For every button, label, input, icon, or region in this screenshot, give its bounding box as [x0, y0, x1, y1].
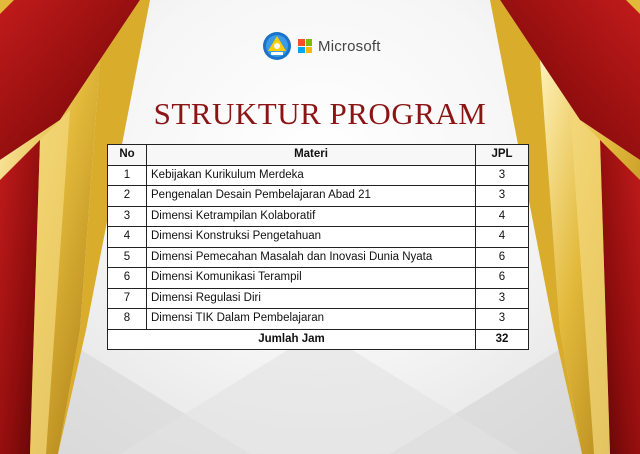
table-row	[108, 165, 529, 186]
row-jpl: 3	[476, 165, 529, 186]
row-jpl: 4	[476, 227, 529, 248]
row-materi: Dimensi Konstruksi Pengetahuan	[147, 227, 476, 248]
row-materi: Dimensi Komunikasi Terampil	[147, 268, 476, 289]
row-jpl: 3	[476, 288, 529, 309]
program-structure-table	[107, 144, 529, 350]
column-header-no: No	[108, 145, 147, 166]
row-jpl: 6	[476, 247, 529, 268]
table-row	[108, 268, 529, 289]
row-jpl: 3	[476, 186, 529, 207]
row-jpl: 4	[476, 206, 529, 227]
tut-wuri-handayani-logo-icon	[262, 31, 292, 61]
table-row	[108, 309, 529, 330]
row-number: 6	[108, 268, 147, 289]
table-row	[108, 186, 529, 207]
total-label: Jumlah Jam	[108, 329, 476, 350]
column-header-jpl: JPL	[476, 145, 529, 166]
partner-logos	[262, 30, 381, 62]
row-jpl: 3	[476, 309, 529, 330]
column-header-materi: Materi	[147, 145, 476, 166]
table-row	[108, 247, 529, 268]
row-number: 1	[108, 165, 147, 186]
total-value: 32	[476, 329, 529, 350]
table-row	[108, 227, 529, 248]
row-number: 2	[108, 186, 147, 207]
row-materi: Dimensi Regulasi Diri	[147, 288, 476, 309]
table-row	[108, 206, 529, 227]
row-materi: Dimensi TIK Dalam Pembelajaran	[147, 309, 476, 330]
table-total-row	[108, 329, 529, 350]
row-number: 4	[108, 227, 147, 248]
row-materi: Kebijakan Kurikulum Merdeka	[147, 165, 476, 186]
row-number: 5	[108, 247, 147, 268]
row-number: 3	[108, 206, 147, 227]
table-header-row	[108, 145, 529, 166]
table-row	[108, 288, 529, 309]
microsoft-wordmark: Microsoft	[318, 37, 381, 55]
row-number: 8	[108, 309, 147, 330]
row-number: 7	[108, 288, 147, 309]
row-materi: Dimensi Ketrampilan Kolaboratif	[147, 206, 476, 227]
microsoft-logo-icon	[298, 39, 312, 53]
page-title: STRUKTUR PROGRAM	[153, 96, 487, 131]
row-jpl: 6	[476, 268, 529, 289]
row-materi: Pengenalan Desain Pembelajaran Abad 21	[147, 186, 476, 207]
row-materi: Dimensi Pemecahan Masalah dan Inovasi Dunia Nyata	[147, 247, 476, 268]
